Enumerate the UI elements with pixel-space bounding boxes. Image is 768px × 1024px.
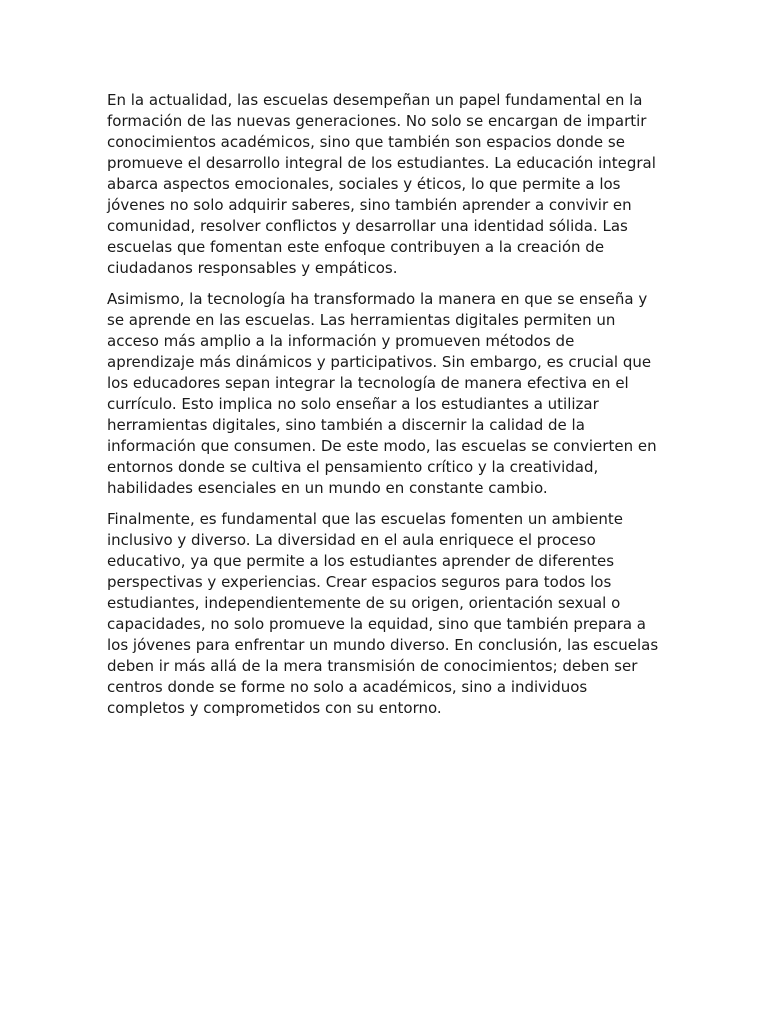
paragraph-2: Asimismo, la tecnología ha transformado la manera en que se enseña y se aprende en las escuelas. Las herramientas digitales permiten un acceso más amplio a la información y promueven métodos de aprendizaje más dinámicos y participativos. Sin embargo, es crucial que los educadores sepan integrar la tecnología de manera efectiva en el currículo. Esto implica no solo enseñar a los estudiantes a utilizar herramientas digitales, sino también a discernir la calidad de la información que consumen. De este modo, las escuelas se convierten en entornos donde se cultiva el pensamiento crítico y la creatividad, habilidades esenciales en un mundo en constante cambio. [107,290,657,497]
paragraph-3: Finalmente, es fundamental que las escuelas fomenten un ambiente inclusivo y diverso. La diversidad en el aula enriquece el proceso educativo, ya que permite a los estudiantes aprender de diferentes perspectivas y experiencias. Crear espacios seguros para todos los estudiantes, independientemente de su origen, orientación sexual o capacidades, no solo promueve la equidad, sino que también prepara a los jóvenes para enfrentar un mundo diverso. En conclusión, las escuelas deben ir más allá de la mera transmisión de conocimientos; deben ser centros donde se forme no solo a académicos, sino a individuos completos y comprometidos con su entorno. [107,510,659,717]
paragraph-1: En la actualidad, las escuelas desempeñan un papel fundamental en la formación de las nuevas generaciones. No solo se encargan de impartir conocimientos académicos, sino que también son espacios donde se promueve el desarrollo integral de los estudiantes. La educación integral abarca aspectos emocionales, sociales y éticos, lo que permite a los jóvenes no solo adquirir saberes, sino también aprender a convivir en comunidad, resolver conflictos y desarrollar una identidad sólida. Las escuelas que fomentan este enfoque contribuyen a la creación de ciudadanos responsables y empáticos. [107,91,656,277]
document-body [107,90,667,729]
